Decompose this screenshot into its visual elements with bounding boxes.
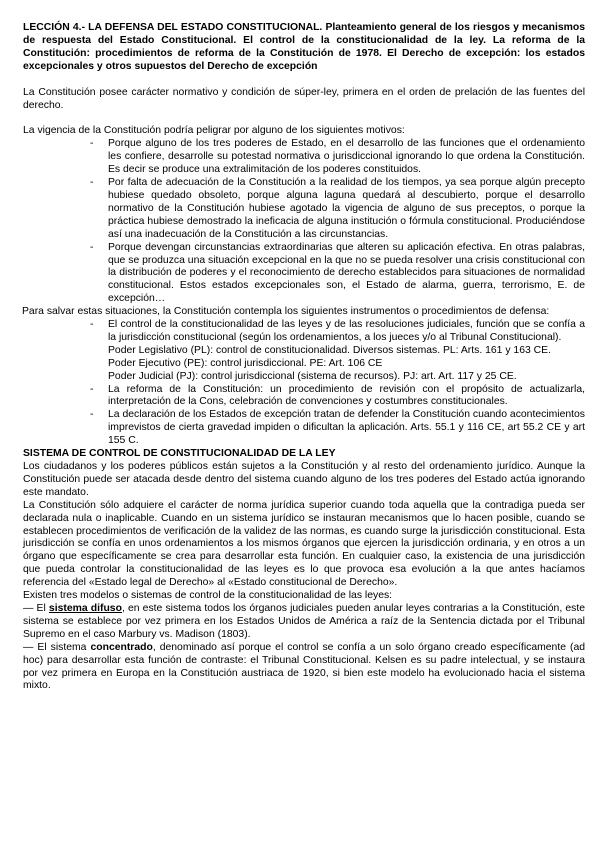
spacer [23, 74, 585, 87]
control-line-pj: Poder Judicial (PJ): control jurisdiccional (sistema de recursos). PJ: art. Art. 117 y 25 CE. [108, 370, 517, 382]
dash-bullet: - [90, 409, 94, 421]
instruments-list [23, 319, 585, 448]
list-item: - La reforma de la Constitución: un procedimiento de revisión con el propósito de actualizarla, interpretación de la Cons, celebración de convenciones y costumbres constitucionales. [90, 383, 585, 408]
motives-intro: La vigencia de la Constitución podría peligrar por alguno de los siguientes motivos: [23, 125, 405, 137]
dash-bullet: - [90, 177, 94, 189]
control-line-pl: Poder Legislativo (PL): control de constitucionalidad. Diversos sistemas. PL: Arts. 161 y 163 CE. [108, 344, 551, 356]
list-item: - Porque devengan circunstancias extraordinarias que alteren su aplicación efectiva. En otras palabras, que se produzca una situación excepcional en la que no se pueda resolver una crisis constitucional con la distribución de poderes y el reconocimiento de derecho establecidos para situaciones de normalidad constitucional. Estos estados excepcionales son, el Estado de alarma, guerra, terrorismo, E. de excepción… [90, 241, 585, 305]
section-paragraph-3: Existen tres modelos o sistemas de control de la constitucionalidad de las leyes: [23, 590, 393, 602]
section-title: SISTEMA DE CONTROL DE CONSTITUCIONALIDAD DE LA LEY [23, 448, 336, 460]
intro-paragraph: La Constitución posee carácter normativo y condición de súper-ley, primera en el orden de prelación de las fuentes del derecho. [23, 86, 585, 111]
list-item: - El control de la constitucionalidad de las leyes y de las resoluciones judiciales, función que se confía a la jurisdicción constitucional (según los ordenamientos, a los jueces y/o al Tribunal Constitucional). Poder Legislativo (PL): control de constitucionalidad. Diversos sistemas. PL: Arts. 161 y 163 CE. Poder Ejecutivo (PE): control jurisdiccional. PE: Art. 106 CE Poder Judicial (PJ): control jurisdiccional (sistema de recursos). PJ: art. Art. 117 y 25 CE. [90, 319, 585, 382]
instruments-intro: Para salvar estas situaciones, la Constitución contempla los siguientes instrumentos o procedimientos de defensa: [22, 306, 550, 318]
list-item: - Porque alguno de los tres poderes de Estado, en el desarrollo de las funciones que el ordenamiento les confiere, desarrolle su potestad normativa o jurisdiccional ignorando lo que ordena la Constitución. Es decir se produce una extralimitación de los poderes constituidos. [90, 138, 585, 176]
dash-bullet: - [90, 138, 94, 150]
section-paragraph-1: Los ciudadanos y los poderes públicos están sujetos a la Constitución y al resto del ordenamiento jurídico. Aunque la Constitución puede ser atacada desde dentro del sistema cuando alguno de los tres poderes del Estado actúa ignorando este mandato. [23, 461, 585, 498]
list-item: - Por falta de adecuación de la Constitución a la realidad de los tiempos, ya sea porque algún precepto hubiese quedado obsoleto, porque alguna laguna quedará al descubierto, porque el desarrollo normativo de la Constitución hubiese agotado la vigencia de alguno de sus preceptos, o porque la práctica hubiese demostrado la ineficacia de alguna institución o fórmula constitucional. Produciéndose así una inadecuación de la Constitución a las circunstancias. [90, 177, 585, 240]
dash-bullet: - [90, 241, 94, 253]
spacer [23, 112, 585, 125]
control-line-pe: Poder Ejecutivo (PE): control jurisdiccional. PE: Art. 106 CE [108, 357, 383, 369]
lesson-title-text: - LA DEFENSA DEL ESTADO CONSTITUCIONAL. Planteamiento general de los riesgos y mecanismos de respuesta del Estado Constitucional. El control de la constitucionalidad de la ley. La reforma de la Constitución: procedimientos de reforma de la Constitución de 1978. El Derecho de excepción: los estados excepcionales y otros supuestos del Derecho de excepción [23, 22, 585, 72]
motives-list [23, 138, 585, 306]
document-page [23, 22, 585, 693]
lesson-title [23, 22, 585, 74]
concentrado-term: concentrado [90, 641, 153, 653]
lesson-number: LECCIÓN 4. [23, 22, 82, 33]
list-item: - La declaración de los Estados de excepción tratan de defender la Constitución cuando acontecimientos imprevistos de cierta gravedad impiden o dificultan la aplicación. Arts. 55.1 y 116 CE, art 55.2 CE y art 155 C. [90, 409, 585, 447]
dash-bullet: - [90, 383, 94, 395]
section-paragraph-2: La Constitución sólo adquiere el carácter de norma jurídica superior cuando toda aquella que la contradiga pueda ser declarada nula o inaplicable. Cuando en un sistema jurídico se instauran mecanismos que lo hacen posible, cuando se establecen procedimientos de verificación de la validez de las normas, es cuando surge la jurisdicción constitucional. Esta jurisdicción se confía en unos ordenamientos a los mismos órganos que ejercen la jurisdicción ordinaria, y en otros a un órgano que específicamente se crea para desarrollar esta función. En cualquier caso, la existencia de una jurisdicción que pueda controlar la constitucionalidad de las leyes es lo que provoca esa evolución a la que antes hacíamos referencia del «Estado legal de Derecho» al «Estado constitucional de Derecho». [23, 499, 585, 589]
sistema-difuso-term: sistema difuso [48, 602, 122, 614]
dash-bullet: - [90, 319, 94, 331]
difuso-paragraph: — El sistema difuso, en este sistema todos los órganos judiciales pueden anular leyes contrarias a la Constitución, este sistema se establece por vez primera en los Estados Unidos de América a raíz de la Sentencia dictada por el Tribunal Supremo en el caso Marbury vs. Madison (1803). [23, 602, 585, 640]
concentrado-paragraph: — El sistema concentrado, denominado así porque el control se confía a un solo órgano creado específicamente (ad hoc) para desarrollar esta función de contraste: el Tribunal Constitucional. Kelsen es su padre intelectual, y se instaura por vez primera en Europa en la Constitución austriaca de 1920, si bien este modelo ha evolucionado hacia el sistema mixto. [23, 641, 586, 692]
